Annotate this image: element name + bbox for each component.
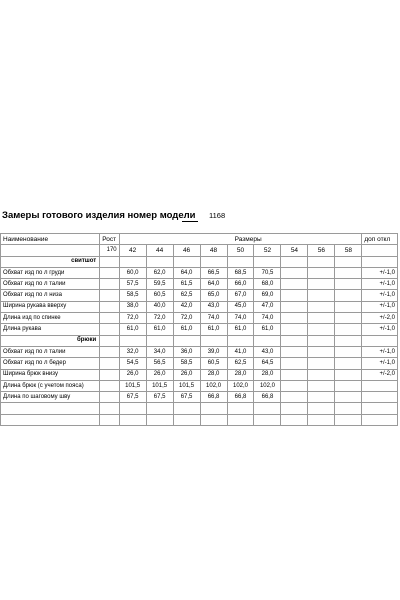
- header-name: Наименование: [1, 234, 100, 245]
- empty-cell: [308, 414, 335, 425]
- tolerance-value: +/-2,0: [362, 369, 398, 380]
- table-row: [1, 358, 398, 369]
- title-row: [2, 210, 398, 224]
- measurement-table: [0, 233, 398, 426]
- measure-value: 61,0: [173, 324, 200, 335]
- measure-value: [308, 392, 335, 403]
- empty-cell: [119, 403, 146, 414]
- empty-row: [1, 403, 398, 414]
- measure-name: Ширина брюк внизу: [1, 369, 100, 380]
- empty-cell: [281, 414, 308, 425]
- measure-value: 64,0: [173, 267, 200, 278]
- empty-cell: [281, 403, 308, 414]
- table-row: [1, 380, 398, 391]
- table-row: [1, 346, 398, 357]
- section-row: [1, 256, 398, 267]
- empty-cell: [200, 335, 227, 346]
- measure-value: 28,0: [200, 369, 227, 380]
- tolerance-value: +/-1,0: [362, 279, 398, 290]
- tolerance-value: +/-1,0: [362, 301, 398, 312]
- tolerance-value: +/-1,0: [362, 346, 398, 357]
- empty-cell: [173, 335, 200, 346]
- measure-value: [308, 369, 335, 380]
- height-value: 170: [100, 245, 119, 256]
- measure-name: Обхват изд по л талии: [1, 346, 100, 357]
- measure-value: 61,0: [146, 324, 173, 335]
- tolerance-value: +/-1,0: [362, 324, 398, 335]
- measure-value: [335, 279, 362, 290]
- measure-value: 62,5: [227, 358, 254, 369]
- measure-value: 42,0: [173, 301, 200, 312]
- measure-value: [308, 279, 335, 290]
- measure-value: 74,0: [227, 313, 254, 324]
- empty-cell: [1, 414, 100, 425]
- empty-cell: [146, 256, 173, 267]
- measure-value: 32,0: [119, 346, 146, 357]
- empty-cell: [227, 256, 254, 267]
- measure-value: 58,5: [119, 290, 146, 301]
- measure-value: 102,0: [200, 380, 227, 391]
- measure-value: [308, 324, 335, 335]
- measure-value: 66,8: [227, 392, 254, 403]
- empty-cell: [281, 335, 308, 346]
- measure-value: 101,5: [146, 380, 173, 391]
- measure-value: [335, 313, 362, 324]
- header-height: Рост: [100, 234, 119, 245]
- empty-cell: [200, 403, 227, 414]
- measure-value: 45,0: [227, 301, 254, 312]
- height-cell: [100, 346, 119, 357]
- measure-value: 72,0: [173, 313, 200, 324]
- empty-cell: [254, 335, 281, 346]
- header-row: [1, 234, 398, 245]
- measure-value: [335, 358, 362, 369]
- measure-value: [308, 380, 335, 391]
- measure-value: [281, 324, 308, 335]
- empty-cell: [173, 256, 200, 267]
- measure-value: 56,5: [146, 358, 173, 369]
- measure-value: 70,5: [254, 267, 281, 278]
- height-cell: [100, 279, 119, 290]
- measure-value: 26,0: [146, 369, 173, 380]
- tolerance-value: [362, 380, 398, 391]
- size-row-blank: [1, 245, 100, 256]
- empty-cell: [362, 335, 398, 346]
- table-row: [1, 290, 398, 301]
- tolerance-value: +/-2,0: [362, 313, 398, 324]
- measure-value: 64,5: [254, 358, 281, 369]
- measure-value: 28,0: [254, 369, 281, 380]
- empty-cell: [200, 414, 227, 425]
- size-56: 56: [308, 245, 335, 256]
- measure-value: 61,0: [200, 324, 227, 335]
- measure-value: 64,0: [200, 279, 227, 290]
- measure-value: [335, 267, 362, 278]
- table-row: [1, 313, 398, 324]
- empty-cell: [335, 256, 362, 267]
- header-tolerance: доп откл: [362, 234, 398, 245]
- table-row: [1, 392, 398, 403]
- measure-value: 62,5: [173, 290, 200, 301]
- empty-cell: [1, 403, 100, 414]
- title-underline: [182, 221, 198, 222]
- measure-value: [281, 392, 308, 403]
- measure-value: [308, 358, 335, 369]
- measure-value: 72,0: [119, 313, 146, 324]
- header-sizes: Размеры: [119, 234, 362, 245]
- size-48: 48: [200, 245, 227, 256]
- height-cell: [100, 324, 119, 335]
- measure-value: 66,5: [200, 267, 227, 278]
- empty-cell: [362, 256, 398, 267]
- tolerance-value: +/-1,0: [362, 267, 398, 278]
- measure-value: [281, 313, 308, 324]
- tolerance-value: [362, 392, 398, 403]
- tolerance-value: +/-1,0: [362, 358, 398, 369]
- empty-cell: [254, 414, 281, 425]
- measure-value: 26,0: [173, 369, 200, 380]
- size-row-tol-blank: [362, 245, 398, 256]
- measure-value: 68,0: [254, 279, 281, 290]
- measure-value: 39,0: [200, 346, 227, 357]
- measure-value: 67,5: [119, 392, 146, 403]
- measure-name: Обхват изд по л груди: [1, 267, 100, 278]
- empty-cell: [146, 414, 173, 425]
- size-42: 42: [119, 245, 146, 256]
- measure-value: [308, 346, 335, 357]
- measure-name: Обхват изд по л талии: [1, 279, 100, 290]
- measure-value: 59,5: [146, 279, 173, 290]
- measure-value: 101,5: [173, 380, 200, 391]
- empty-cell: [308, 335, 335, 346]
- empty-cell: [335, 414, 362, 425]
- measure-name: Ширина рукава вверху: [1, 301, 100, 312]
- empty-cell: [200, 256, 227, 267]
- measure-value: [335, 380, 362, 391]
- measure-value: [308, 301, 335, 312]
- empty-cell: [119, 414, 146, 425]
- height-cell: [100, 380, 119, 391]
- measure-name: Длина по шаговому шву: [1, 392, 100, 403]
- measure-value: 61,0: [227, 324, 254, 335]
- measure-value: 66,8: [200, 392, 227, 403]
- measure-value: 36,0: [173, 346, 200, 357]
- height-cell: [100, 392, 119, 403]
- measure-value: 102,0: [254, 380, 281, 391]
- section-row: [1, 335, 398, 346]
- measure-value: 61,0: [254, 324, 281, 335]
- measure-value: 26,0: [119, 369, 146, 380]
- measure-value: [281, 369, 308, 380]
- measure-value: [281, 301, 308, 312]
- empty-cell: [227, 403, 254, 414]
- measure-value: [335, 369, 362, 380]
- measure-value: 65,0: [200, 290, 227, 301]
- measure-value: 62,0: [146, 267, 173, 278]
- measure-value: 67,5: [146, 392, 173, 403]
- measure-value: 57,5: [119, 279, 146, 290]
- measure-value: [335, 392, 362, 403]
- measure-value: 47,0: [254, 301, 281, 312]
- measure-value: 43,0: [254, 346, 281, 357]
- empty-row: [1, 414, 398, 425]
- model-number: 1168: [209, 211, 226, 220]
- empty-cell: [100, 335, 119, 346]
- measure-name: Длина изд по спинке: [1, 313, 100, 324]
- size-44: 44: [146, 245, 173, 256]
- table-row: [1, 324, 398, 335]
- measure-name: Длина брюк (с учетом пояса): [1, 380, 100, 391]
- measure-value: 74,0: [200, 313, 227, 324]
- height-cell: [100, 267, 119, 278]
- empty-cell: [308, 256, 335, 267]
- measure-value: 40,0: [146, 301, 173, 312]
- empty-cell: [173, 414, 200, 425]
- empty-cell: [100, 256, 119, 267]
- empty-cell: [254, 403, 281, 414]
- measure-name: Обхват изд по л низа: [1, 290, 100, 301]
- measure-value: 74,0: [254, 313, 281, 324]
- measure-value: 72,0: [146, 313, 173, 324]
- measure-value: [308, 290, 335, 301]
- measure-name: Длина рукава: [1, 324, 100, 335]
- table-row: [1, 279, 398, 290]
- table-row: [1, 369, 398, 380]
- measure-value: 68,5: [227, 267, 254, 278]
- measure-value: 67,5: [173, 392, 200, 403]
- measure-name: Обхват изд по л бедер: [1, 358, 100, 369]
- empty-cell: [362, 414, 398, 425]
- empty-cell: [308, 403, 335, 414]
- measure-value: 54,5: [119, 358, 146, 369]
- measure-value: 102,0: [227, 380, 254, 391]
- empty-cell: [254, 256, 281, 267]
- measure-value: 67,0: [227, 290, 254, 301]
- empty-cell: [100, 414, 119, 425]
- height-cell: [100, 369, 119, 380]
- empty-cell: [100, 403, 119, 414]
- measure-value: [281, 279, 308, 290]
- measure-value: 101,5: [119, 380, 146, 391]
- size-46: 46: [173, 245, 200, 256]
- measure-value: 34,0: [146, 346, 173, 357]
- measure-value: [281, 346, 308, 357]
- measure-value: 61,0: [119, 324, 146, 335]
- size-50: 50: [227, 245, 254, 256]
- measure-value: [335, 346, 362, 357]
- height-cell: [100, 301, 119, 312]
- measure-value: 69,0: [254, 290, 281, 301]
- empty-cell: [173, 403, 200, 414]
- empty-cell: [335, 403, 362, 414]
- measure-value: 61,5: [173, 279, 200, 290]
- measure-value: [308, 267, 335, 278]
- height-cell: [100, 290, 119, 301]
- size-54: 54: [281, 245, 308, 256]
- measure-value: 60,0: [119, 267, 146, 278]
- table-row: [1, 301, 398, 312]
- table-row: [1, 267, 398, 278]
- measure-value: 60,5: [200, 358, 227, 369]
- measure-value: [335, 301, 362, 312]
- empty-cell: [146, 335, 173, 346]
- sheet-title: Замеры готового изделия номер модели: [2, 210, 196, 221]
- size-58: 58: [335, 245, 362, 256]
- measure-value: [335, 324, 362, 335]
- measure-value: 66,0: [227, 279, 254, 290]
- height-cell: [100, 358, 119, 369]
- size-row: [1, 245, 398, 256]
- measure-value: [281, 380, 308, 391]
- empty-cell: [227, 414, 254, 425]
- empty-cell: [146, 403, 173, 414]
- measure-value: 66,8: [254, 392, 281, 403]
- measure-value: [308, 313, 335, 324]
- empty-cell: [362, 403, 398, 414]
- empty-cell: [119, 256, 146, 267]
- empty-cell: [281, 256, 308, 267]
- tolerance-value: +/-1,0: [362, 290, 398, 301]
- measure-value: 58,5: [173, 358, 200, 369]
- empty-cell: [227, 335, 254, 346]
- empty-cell: [119, 335, 146, 346]
- measure-value: [281, 267, 308, 278]
- section-title: свитшот: [1, 256, 100, 267]
- measure-value: [281, 290, 308, 301]
- table-body: [1, 234, 398, 426]
- measure-value: 38,0: [119, 301, 146, 312]
- measure-value: 43,0: [200, 301, 227, 312]
- size-52: 52: [254, 245, 281, 256]
- section-title: брюки: [1, 335, 100, 346]
- empty-cell: [335, 335, 362, 346]
- measure-value: 28,0: [227, 369, 254, 380]
- height-cell: [100, 313, 119, 324]
- measure-value: [281, 358, 308, 369]
- measure-value: [335, 290, 362, 301]
- measure-value: 41,0: [227, 346, 254, 357]
- measure-value: 60,5: [146, 290, 173, 301]
